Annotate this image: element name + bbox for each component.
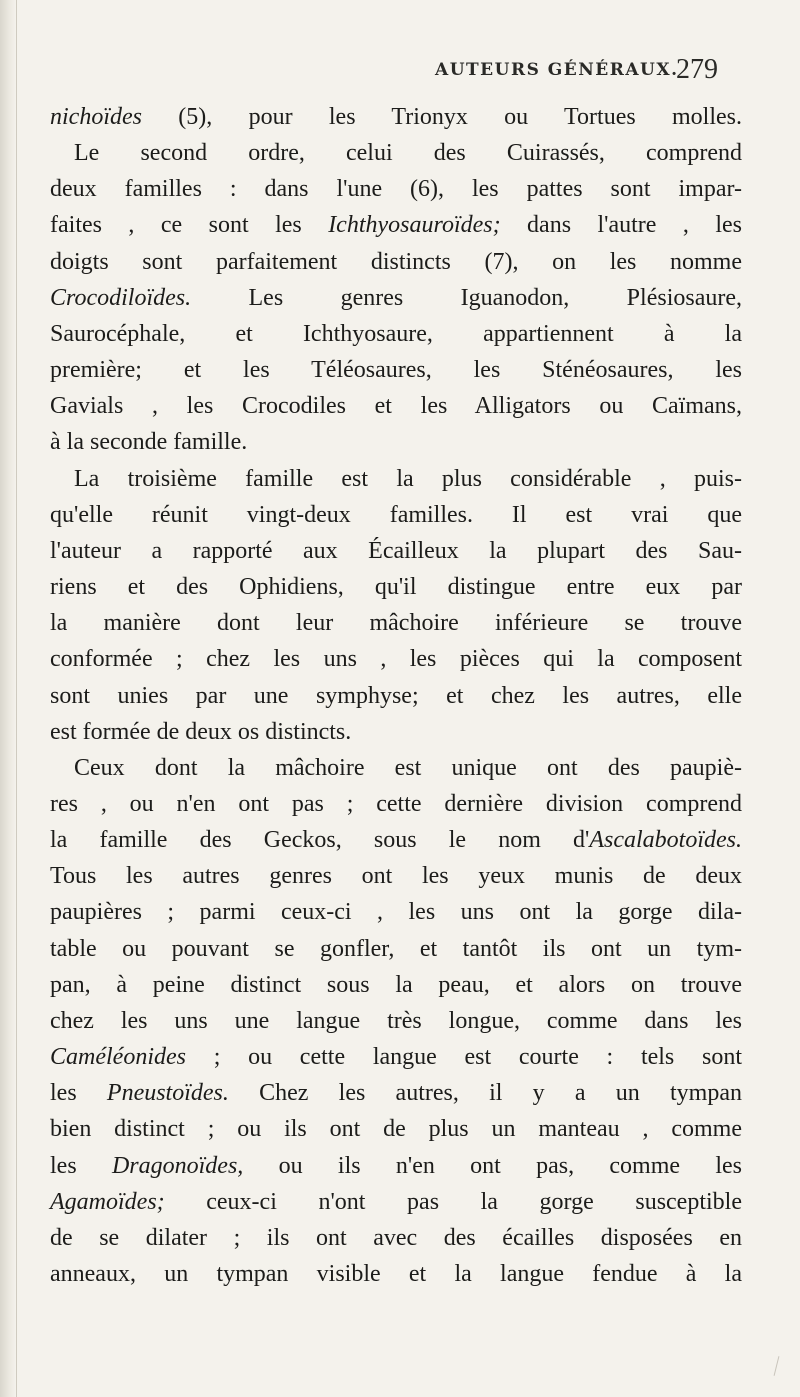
text-segment: La troisième famille est la plus considérable , puis- <box>74 465 742 492</box>
text-segment: Chez les autres, il y a un tympan <box>228 1080 742 1107</box>
text-segment: deux familles : dans l'une (6), les pattes sont impar- <box>50 176 742 203</box>
text-segment: bien distinct ; ou ils ont de plus un manteau , comme <box>50 1116 742 1143</box>
text-line <box>50 967 742 1003</box>
text-segment: Gavials , les Crocodiles et les Alligators ou Caïmans, <box>50 393 742 420</box>
running-title: AUTEURS GÉNÉRAUX. <box>435 60 679 80</box>
italic-term: nichoïdes <box>50 104 142 130</box>
italic-term: Caméléonides <box>50 1044 186 1071</box>
text-segment: ceux-ci n'ont pas la gorge susceptible <box>164 1188 742 1215</box>
text-segment: riens et des Ophidiens, qu'il distingue entre eux par <box>50 574 742 601</box>
text-segment: la famille des Geckos, sous le nom d' <box>50 827 590 854</box>
text-segment: qu'elle réunit vingt-deux familles. Il est vrai que <box>50 501 742 528</box>
italic-term: Agamoïdes; <box>50 1188 165 1215</box>
text-line <box>50 605 742 641</box>
page-binding-edge <box>0 0 17 1397</box>
page-number: 279 <box>676 54 718 85</box>
italic-term: Crocodiloïdes. <box>50 284 192 311</box>
text-line <box>50 99 742 135</box>
text-segment: conformée ; chez les uns , les pièces qui la composent <box>50 646 742 673</box>
text-segment: Ceux dont la mâchoire est unique ont des paupiè- <box>74 754 742 781</box>
text-segment: pan, à peine distinct sous la peau, et alors on trouve <box>50 971 742 998</box>
italic-term: Ichthyosauroïdes; <box>328 212 501 239</box>
text-line <box>50 171 742 207</box>
text-line <box>50 894 742 930</box>
text-segment: à la seconde famille. <box>50 429 248 456</box>
text-segment: l'auteur a rapporté aux Écailleux la plupart des Sau- <box>50 537 742 564</box>
text-line <box>50 1111 742 1147</box>
text-line <box>50 822 742 858</box>
text-segment: (5), pour les Trionyx ou Tortues molles. <box>141 104 742 130</box>
text-segment: Le second ordre, celui des Cuirassés, comprend <box>74 140 742 167</box>
text-line <box>50 280 742 316</box>
page-header <box>0 54 800 92</box>
text-segment: chez les uns une langue très longue, comme dans les <box>50 1007 742 1034</box>
text-segment: doigts sont parfaitement distincts (7), on les nomme <box>50 248 742 275</box>
text-segment: première; et les Téléosaures, les Sténéosaures, les <box>50 357 742 384</box>
text-line <box>50 641 742 677</box>
text-line <box>50 497 742 533</box>
text-line <box>50 931 742 967</box>
text-line <box>50 786 742 822</box>
text-line <box>50 1039 742 1075</box>
italic-term: Ascalabotoïdes. <box>589 827 742 854</box>
text-segment: ; ou cette langue est courte : tels sont <box>185 1044 742 1071</box>
text-line <box>50 244 742 280</box>
text-segment: sont unies par une symphyse; et chez les autres, elle <box>50 682 742 709</box>
text-segment: Tous les autres genres ont les yeux munis de deux <box>50 863 742 890</box>
text-segment: les <box>50 1152 112 1179</box>
text-segment: anneaux, un tympan visible et la langue fendue à la <box>50 1261 742 1287</box>
text-segment: Les genres Iguanodon, Plésiosaure, <box>191 284 742 311</box>
text-segment: de se dilater ; ils ont avec des écailles disposées en <box>50 1224 742 1251</box>
text-line <box>50 750 742 786</box>
text-line <box>50 1003 742 1039</box>
text-line <box>50 1256 742 1292</box>
text-line <box>50 714 742 750</box>
text-segment: table ou pouvant se gonfler, et tantôt ils ont un tym- <box>50 935 742 962</box>
text-line <box>50 569 742 605</box>
text-line <box>50 461 742 497</box>
text-segment: paupières ; parmi ceux-ci , les uns ont la gorge dila- <box>50 899 742 926</box>
text-segment: les <box>50 1080 107 1107</box>
text-segment: ou ils n'en ont pas, comme les <box>243 1152 742 1179</box>
text-line <box>50 678 742 714</box>
text-line <box>50 1075 742 1111</box>
text-line <box>50 135 742 171</box>
text-segment: dans l'autre , les <box>500 212 742 239</box>
text-line <box>50 1220 742 1256</box>
text-segment: res , ou n'en ont pas ; cette dernière division comprend <box>50 790 742 817</box>
text-line <box>50 1184 742 1220</box>
text-segment: la manière dont leur mâchoire inférieure se trouve <box>50 610 742 637</box>
text-segment: Saurocéphale, et Ichthyosaure, appartiennent à la <box>50 320 742 347</box>
text-segment: est formée de deux os distincts. <box>50 718 352 745</box>
text-line <box>50 207 742 243</box>
body-text <box>50 99 742 1292</box>
text-line <box>50 1148 742 1184</box>
text-line <box>50 533 742 569</box>
text-line <box>50 424 742 460</box>
text-line <box>50 388 742 424</box>
margin-mark <box>774 1356 780 1376</box>
italic-term: Dragonoïdes, <box>111 1152 244 1179</box>
text-segment: faites , ce sont les <box>50 212 329 239</box>
italic-term: Pneustoïdes. <box>106 1080 229 1107</box>
text-line <box>50 352 742 388</box>
text-line <box>50 858 742 894</box>
text-line <box>50 316 742 352</box>
